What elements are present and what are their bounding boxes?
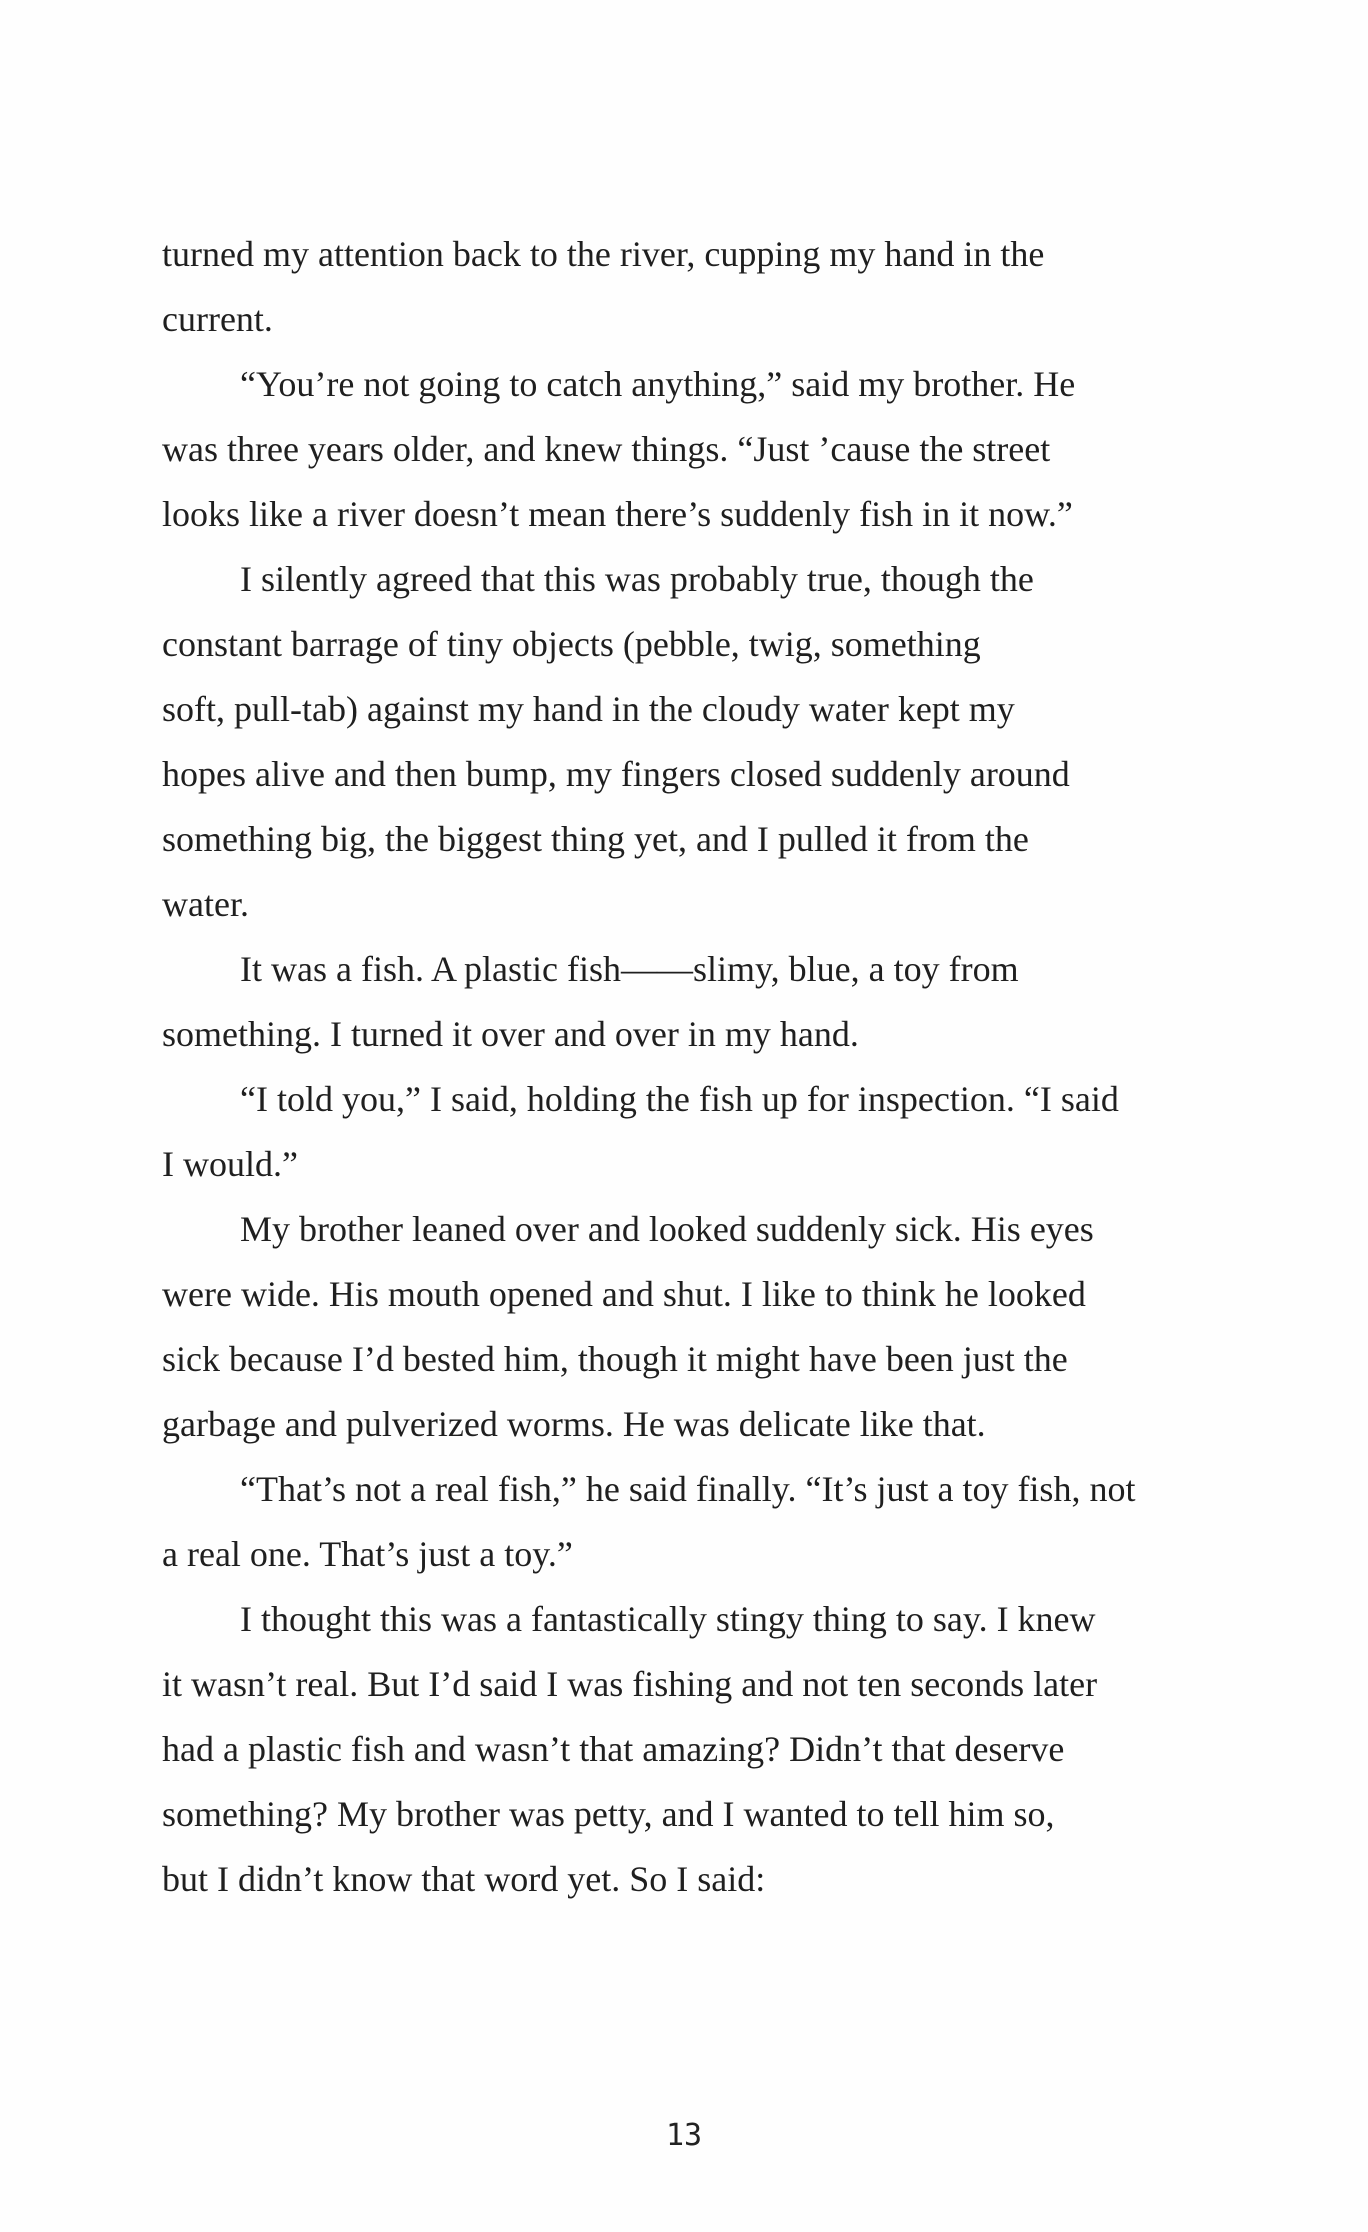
paragraph xyxy=(162,352,1274,547)
text-line: My brother leaned over and looked suddenly sick. His eyes xyxy=(240,1209,1094,1249)
text-line: I thought this was a fantastically stingy thing to say. I knew xyxy=(240,1599,1096,1639)
text-line: current. xyxy=(162,299,273,339)
text-line: something. I turned it over and over in my hand. xyxy=(162,1014,859,1054)
text-line: water. xyxy=(162,884,249,924)
text-line: were wide. His mouth opened and shut. I like to think he looked xyxy=(162,1274,1086,1314)
text-line: turned my attention back to the river, cupping my hand in the xyxy=(162,234,1045,274)
body-text xyxy=(162,222,1274,1912)
text-line: “I told you,” I said, holding the fish up for inspection. “I said xyxy=(240,1079,1119,1119)
page-number: 13 xyxy=(665,2118,703,2153)
paragraph xyxy=(162,1067,1274,1197)
paragraph xyxy=(162,222,1274,352)
text-line: constant barrage of tiny objects (pebble, twig, something xyxy=(162,624,981,664)
text-line: I silently agreed that this was probably true, though the xyxy=(240,559,1034,599)
paragraph xyxy=(162,1587,1274,1912)
text-line: looks like a river doesn’t mean there’s suddenly fish in it now.” xyxy=(162,494,1073,534)
paragraph xyxy=(162,1457,1274,1587)
text-line: hopes alive and then bump, my fingers closed suddenly around xyxy=(162,754,1070,794)
text-line: but I didn’t know that word yet. So I said: xyxy=(162,1859,766,1899)
text-line: a real one. That’s just a toy.” xyxy=(162,1534,573,1574)
text-line: “That’s not a real fish,” he said finally. “It’s just a toy fish, not xyxy=(240,1469,1136,1509)
text-line: I would.” xyxy=(162,1144,298,1184)
text-line: soft, pull-tab) against my hand in the cloudy water kept my xyxy=(162,689,1015,729)
text-line: “You’re not going to catch anything,” said my brother. He xyxy=(240,364,1076,404)
text-line: sick because I’d bested him, though it might have been just the xyxy=(162,1339,1068,1379)
text-line: garbage and pulverized worms. He was delicate like that. xyxy=(162,1404,986,1444)
paragraph xyxy=(162,1197,1274,1457)
text-line: was three years older, and knew things. “Just ’cause the street xyxy=(162,429,1051,469)
text-line: something big, the biggest thing yet, and I pulled it from the xyxy=(162,819,1029,859)
text-line: had a plastic fish and wasn’t that amazing? Didn’t that deserve xyxy=(162,1729,1065,1769)
text-line: something? My brother was petty, and I wanted to tell him so, xyxy=(162,1794,1055,1834)
text-line: it wasn’t real. But I’d said I was fishing and not ten seconds later xyxy=(162,1664,1098,1704)
text-line: It was a fish. A plastic fish——slimy, blue, a toy from xyxy=(240,949,1019,989)
paragraph xyxy=(162,937,1274,1067)
paragraph xyxy=(162,547,1274,937)
